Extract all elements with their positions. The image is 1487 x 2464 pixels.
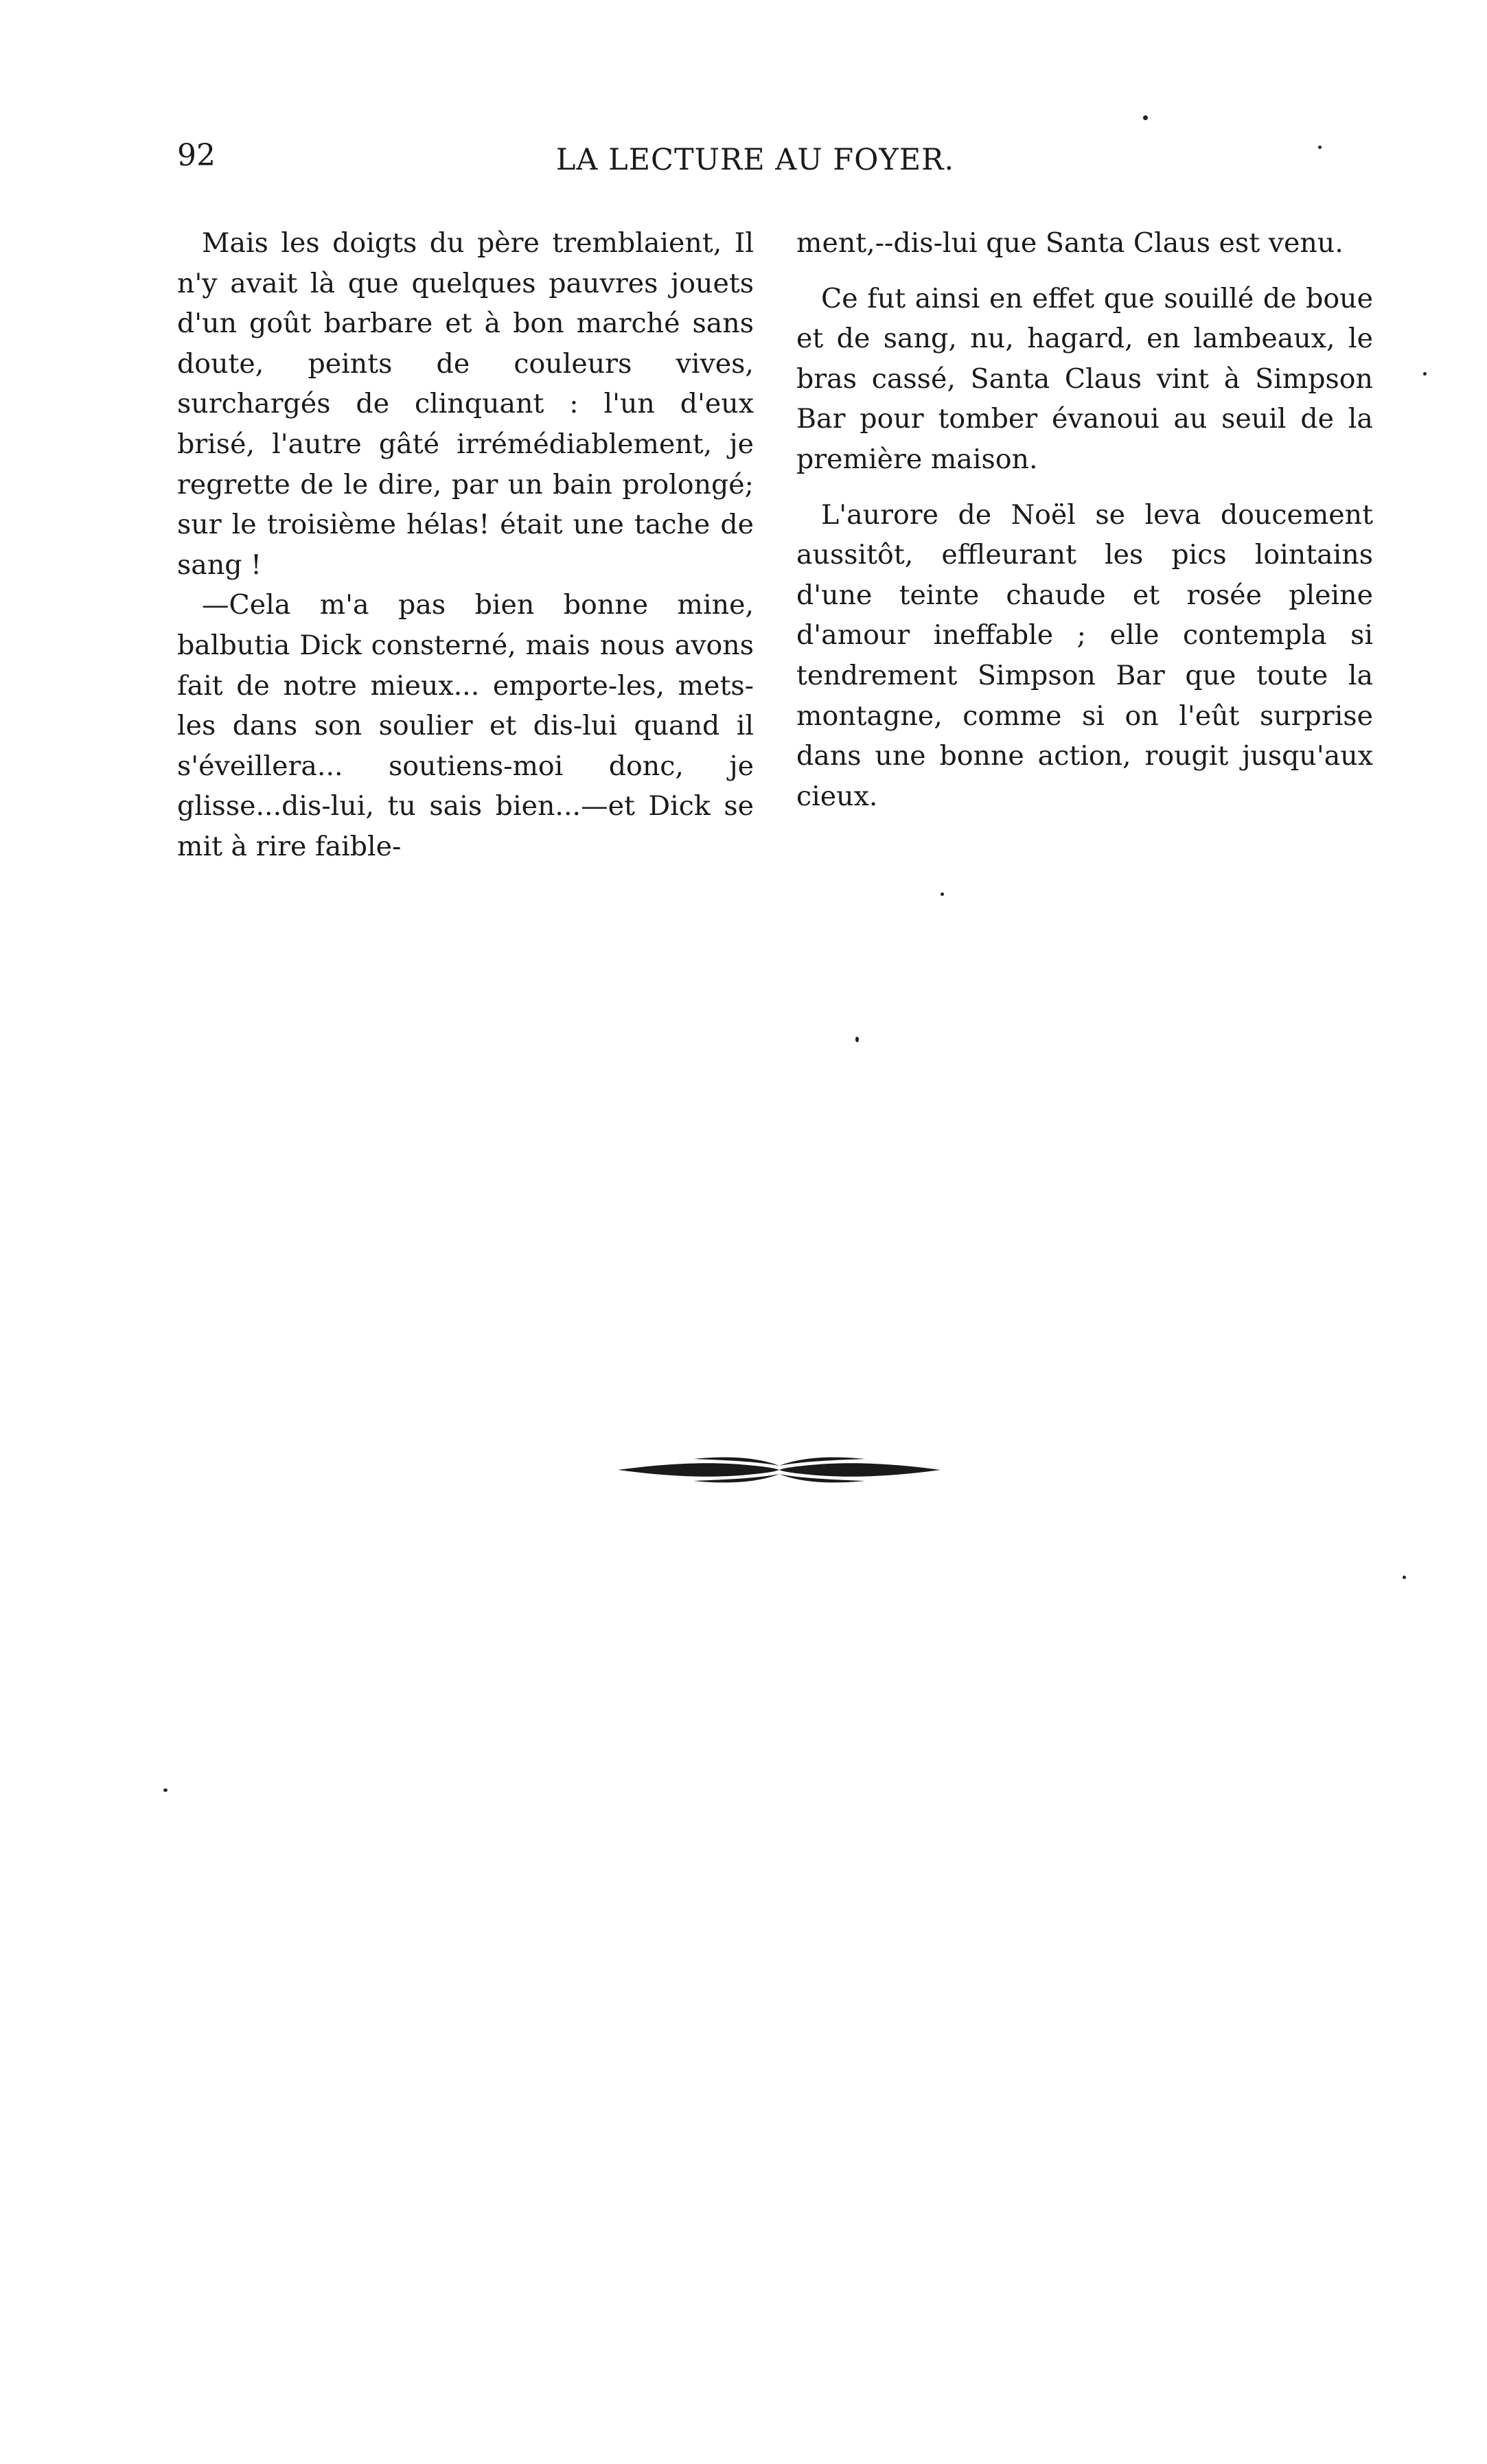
paragraph-gap [796, 264, 1373, 279]
end-of-chapter-flourish-icon [618, 1452, 941, 1488]
right-column [796, 223, 1373, 816]
paragraph: ment,--dis-lui que Santa Claus est venu. [796, 227, 1344, 259]
scan-speck [163, 1788, 168, 1792]
paragraph-gap [796, 480, 1373, 495]
scan-speck [1318, 146, 1322, 149]
paragraph: Mais les doigts du père tremblaient, Il n'y avait là que quelques pauvres jouets d'un goût barbare et à bon marché sans doute, peints de couleurs vives, surchargés de clinquant : l'un d'eux brisé, l'autre gâté irrémédiablement, je regrette de le dire, par un bain prolongé; sur le troisième hélas! était une tache de sang ! [177, 227, 754, 581]
running-header: LA LECTURE AU FOYER. [555, 143, 955, 177]
scan-speck [1403, 1576, 1406, 1579]
scan-speck [855, 1037, 859, 1042]
paragraph: Ce fut ainsi en effet que souillé de boue et de sang, nu, hagard, en lambeaux, le bras cassé, Santa Claus vint à Simpson Bar pour tomber évanoui au seuil de la première maison. [796, 282, 1373, 475]
paragraph: L'aurore de Noël se leva doucement aussitôt, effleurant les pics lointains d'une teinte chaude et rosée pleine d'amour ineffable ; elle contempla si tendrement Simpson Bar que toute la montagne, comme si on l'eût surprise dans une bonne action, rougit jusqu'aux cieux. [796, 498, 1373, 812]
scan-speck [941, 893, 944, 896]
paragraph: —Cela m'a pas bien bonne mine, balbutia Dick consterné, mais nous avons fait de notre mieux... emporte-les, mets-les dans son soulier et dis-lui quand il s'éveillera... soutiens-moi donc, je glisse...dis-lui, tu sais bien...—et Dick se mit à rire faible- [177, 589, 754, 862]
left-column [177, 223, 754, 867]
scan-speck [1143, 115, 1148, 120]
scan-speck [1423, 372, 1427, 376]
page-number: 92 [177, 138, 216, 173]
